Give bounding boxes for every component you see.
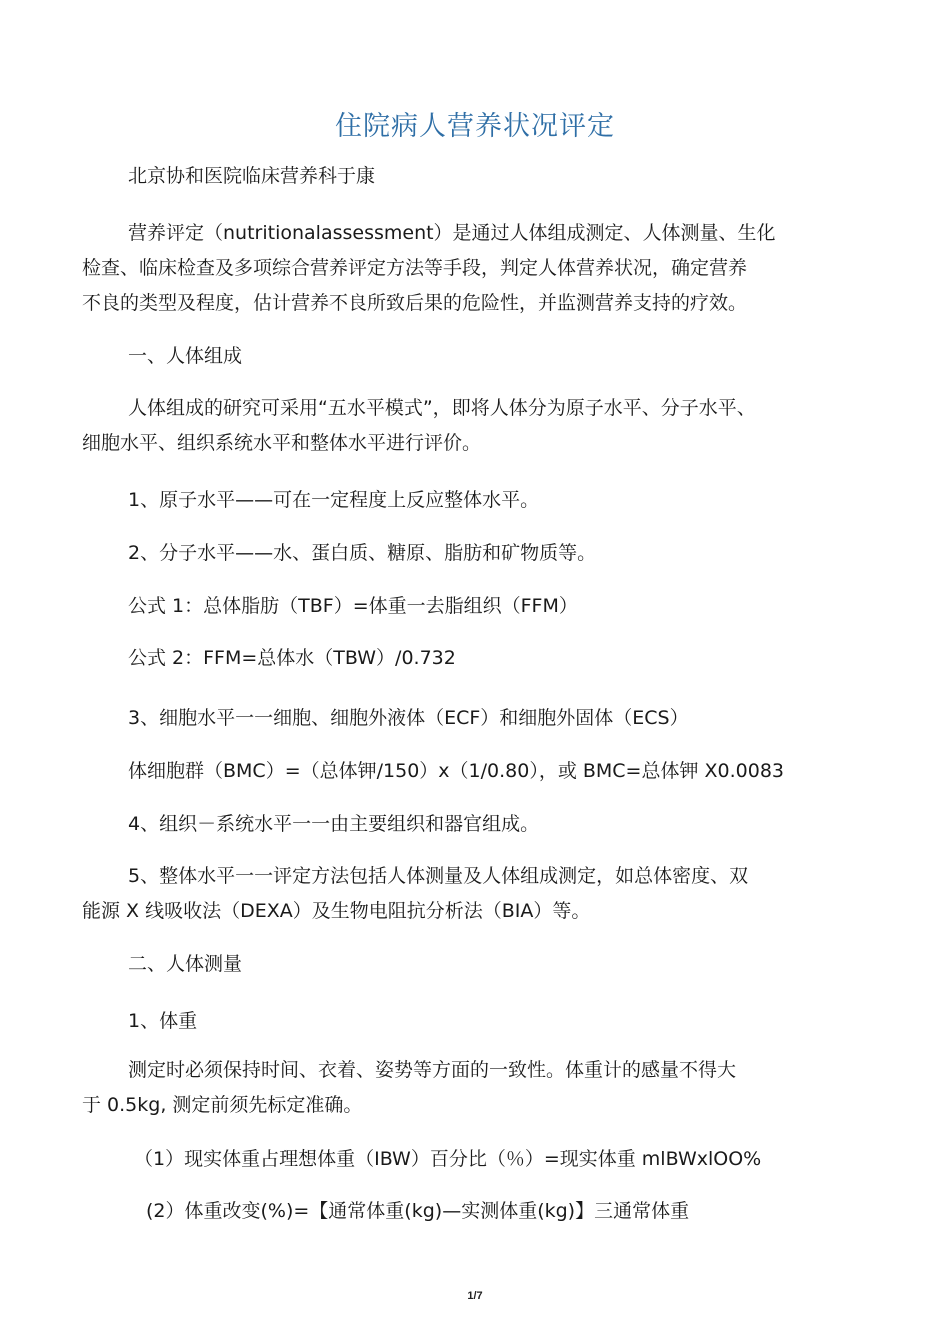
equation-ibw-percent: （1）现实体重占理想体重（IBW）百分比（％）=现实体重 mlBWxlOO% (134, 1148, 762, 1170)
intro-line-3: 不良的类型及程度，估计营养不良所致后果的危险性，并监测营养支持的疗效。 (82, 292, 748, 314)
section1-para-line-1: 人体组成的研究可采用“五水平模式”，即将人体分为原子水平、分子水平、 (128, 397, 756, 419)
formula-2: 公式 2：FFM=总体水（TBW）/0.732 (128, 647, 456, 669)
page-number: 1/7 (467, 1290, 483, 1302)
item-whole-body-line-1: 5、整体水平一一评定方法包括人体测量及人体组成测定，如总体密度、双 (128, 865, 749, 887)
item-whole-body-line-2: 能源 X 线吸收法（DEXA）及生物电阻抗分析法（BIA）等。 (82, 900, 591, 922)
section1-para-line-2: 细胞水平、组织系统水平和整体水平进行评价。 (82, 432, 482, 454)
item-molecular-level: 2、分子水平——水、蛋白质、糖原、脂肪和矿物质等。 (128, 542, 597, 564)
weight-para-line-2: 于 0.5kg, 测定前须先标定准确。 (82, 1094, 363, 1116)
formula-1: 公式 1：总体脂肪（TBF）=体重一去脂组织（FFM） (128, 595, 578, 617)
section1-heading: 一、人体组成 (128, 345, 243, 367)
section2-heading: 二、人体测量 (128, 953, 243, 975)
item-cellular-level: 3、细胞水平一一细胞、细胞外液体（ECF）和细胞外固体（ECS） (128, 707, 689, 729)
author-line: 北京协和医院临床营养科于康 (128, 165, 376, 187)
item-atomic-level: 1、原子水平——可在一定程度上反应整体水平。 (128, 489, 540, 511)
document-title: 住院病人营养状况评定 (335, 111, 615, 142)
weight-para-line-1: 测定时必须保持时间、衣着、姿势等方面的一致性。体重计的感量不得大 (128, 1059, 737, 1081)
bmc-formula: 体细胞群（BMC）=（总体钾/150）x（1/0.80），或 BMC=总体钾 X0.0083 (128, 760, 785, 782)
item-tissue-level: 4、组织－系统水平一一由主要组织和器官组成。 (128, 813, 540, 835)
subheading-weight: 1、体重 (128, 1010, 198, 1032)
intro-line-1: 营养评定（nutritionalassessment）是通过人体组成测定、人体测量、生化 (128, 222, 776, 244)
intro-line-2: 检查、临床检查及多项综合营养评定方法等手段，判定人体营养状况，确定营养 (82, 257, 748, 279)
equation-weight-change: (2）体重改变(%)=【通常体重(kg)—实测体重(kg)】三通常体重 (146, 1200, 690, 1222)
